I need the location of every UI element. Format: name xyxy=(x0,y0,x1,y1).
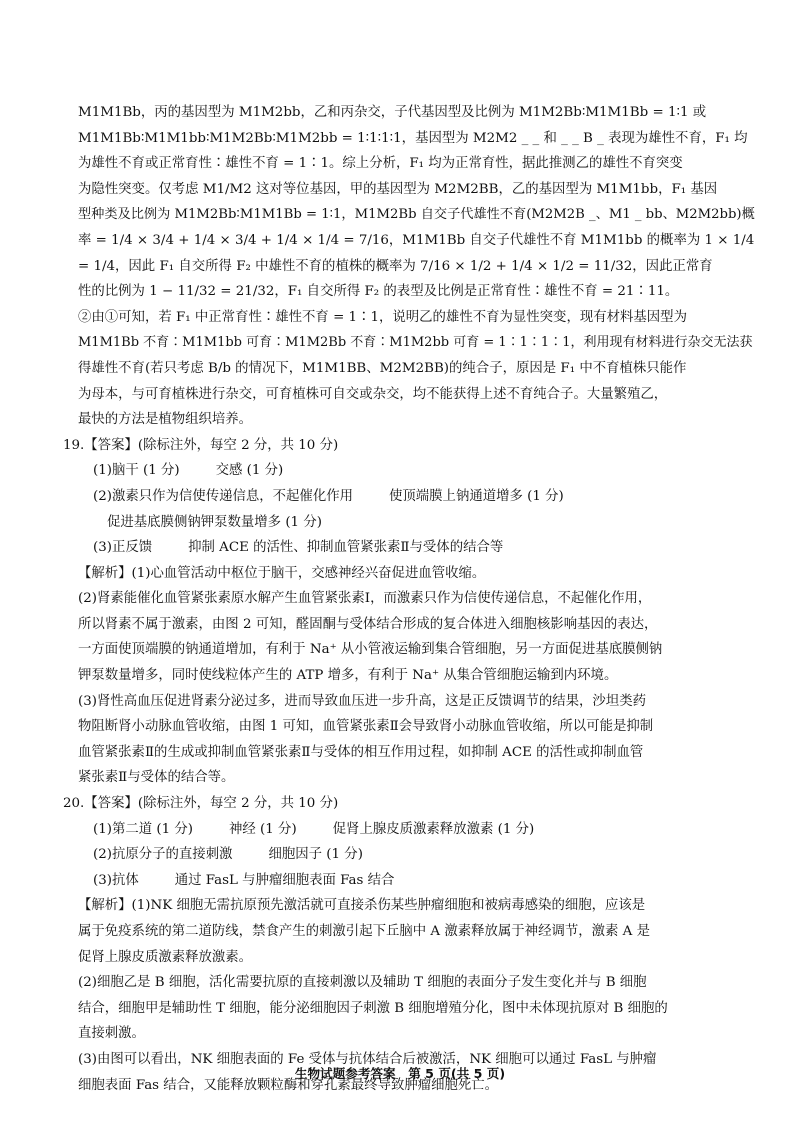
q19-explanation-line: 【解析】(1)心血管活动中枢位于脑干，交感神经兴奋促进血管收缩。 xyxy=(78,565,486,581)
text-line: 为雄性不育或正常育性∶雄性不育 = 1∶1。综上分析，F₁ 均为正常育性，据此推测乙的雄性不育突变 xyxy=(78,156,683,172)
text-line: M1M1Bb∶M1M1bb∶M1M2Bb∶M1M2bb = 1∶1∶1∶1，基因型为 M2M2 _ _ 和 _ _ B _ 表现为雄性不育，F₁ 均 xyxy=(78,130,748,146)
text-line: 为母本，与可育植株进行杂交，可育植株可自交或杂交，均不能获得上述不育纯合子。大量繁殖乙， xyxy=(78,386,668,402)
text-line: 率 = 1/4 × 3/4 + 1/4 × 3/4 + 1/4 × 1/4 = 7/16，M1M1Bb 自交子代雄性不育 M1M1bb 的概率为 1 × 1/4 xyxy=(78,232,755,248)
q19-explanation-line: 一方面使顶端膜的钠通道增加，有利于 Na⁺ 从小管液运输到集合管细胞，另一方面促进基底膜侧钠 xyxy=(78,642,663,658)
text-line: 性的比例为 1 − 11/32 = 21/32，F₁ 自交所得 F₂ 的表型及比例是正常育性∶雄性不育 = 21∶11。 xyxy=(78,284,679,300)
q19-explanation-line: 钾泵数量增多，同时使线粒体产生的 ATP 增多，有利于 Na⁺ 从集合管细胞运输到内环境。 xyxy=(78,668,618,684)
q20-explanation-line: 【解析】(1)NK 细胞无需抗原预先激活就可直接杀伤某些肿瘤细胞和被病毒感染的细胞，应该是 xyxy=(78,898,646,914)
q20-answer-1b: 神经 (1 分) xyxy=(229,821,297,837)
q19-heading: 19.【答案】(除标注外，每空 2 分，共 10 分) xyxy=(63,437,339,453)
page-footer: 生物试题参考答案 第 5 页(共 5 页) xyxy=(294,1066,506,1081)
q19-answer-2c: 促进基底膜侧钠钾泵数量增多 (1 分) xyxy=(107,514,322,530)
text-line: M1M1Bb，丙的基因型为 M1M2bb，乙和丙杂交，子代基因型及比例为 M1M2Bb∶M1M1Bb = 1∶1 或 xyxy=(78,105,707,120)
q20-answer-1c: 促肾上腺皮质激素释放激素 (1 分) xyxy=(332,821,535,837)
q19-block xyxy=(63,433,756,791)
q20-explanation-line: (3)由图可以看出，NK 细胞表面的 Fe 受体与抗体结合后被激活，NK 细胞可以通过 FasL 与肿瘤 xyxy=(78,1051,657,1067)
q20-explanation-line: 属于免疫系统的第二道防线，禁食产生的刺激引起下丘脑中 A 激素释放属于神经调节，激素 A 是 xyxy=(78,924,650,939)
q20-answer-3b: 通过 FasL 与肿瘤细胞表面 Fas 结合 xyxy=(174,872,395,888)
q19-explanation-line: 物阻断肾小动脉血管收缩，由图 1 可知，血管紧张素Ⅱ会导致肾小动脉血管收缩，所以可能是抑制 xyxy=(78,719,654,735)
q19-answer-3a: (3)正反馈 xyxy=(93,540,153,556)
text-line: = 1/4，因此 F₁ 自交所得 F₂ 中雄性不育的植株的概率为 7/16 × 1/2 + 1/4 × 1/2 = 11/32，因此正常育 xyxy=(78,258,713,274)
q19-explanation-line: 紧张素Ⅱ与受体的结合等。 xyxy=(78,770,235,786)
q20-explanation-line: 促肾上腺皮质激素释放激素。 xyxy=(78,949,253,965)
q19-answer-3b: 抑制 ACE 的活性、抑制血管紧张素Ⅱ与受体的结合等 xyxy=(188,540,504,556)
q20-explanation-line: (2)细胞乙是 B 细胞，活化需要抗原的直接刺激以及辅助 T 细胞的表面分子发生变化并与 B 细胞 xyxy=(78,975,647,991)
text-line: 为隐性突变。仅考虑 M1/M2 这对等位基因，甲的基因型为 M2M2BB，乙的基因型为 M1M1bb，F₁ 基因 xyxy=(78,181,718,197)
q19-explanation-line: 所以肾素不属于激素，由图 2 可知，醛固酮与受体结合形成的复合体进入细胞核影响基因的表达， xyxy=(78,616,658,632)
q19-answer-1b: 交感 (1 分) xyxy=(215,463,284,479)
q20-explanation-line: 结合，细胞甲是辅助性 T 细胞，能分泌细胞因子刺激 B 细胞增殖分化，图中未体现抗原对 B 细胞的 xyxy=(78,1000,668,1016)
q20-block xyxy=(63,791,756,1098)
q19-explanation-line: (3)肾性高血压促进肾素分泌过多，进而导致血压进一步升高，这是正反馈调节的结果，沙坦类药 xyxy=(78,693,646,709)
q18-continuation xyxy=(78,100,756,433)
q19-answer-2a: (2)激素只作为信使传递信息，不起催化作用 xyxy=(93,488,353,504)
q19-answer-2b: 使顶端膜上钠通道增多 (1 分) xyxy=(389,488,564,504)
q19-explanation-line: 血管紧张素Ⅱ的生成或抑制血管紧张素Ⅱ与受体的相互作用过程，如抑制 ACE 的活性或抑制血管 xyxy=(78,744,644,760)
q20-explanation-line: 细胞表面 Fas 结合，又能释放颗粒酶和穿孔素最终导致肿瘤细胞死亡。 xyxy=(78,1077,499,1093)
text-line: ②由①可知，若 F₁ 中正常育性∶雄性不育 = 1∶1，说明乙的雄性不育为显性突变，现有材料基因型为 xyxy=(78,309,687,325)
q20-answer-3a: (3)抗体 xyxy=(93,872,139,888)
text-line: 型种类及比例为 M1M2Bb∶M1M1Bb = 1∶1，M1M2Bb 自交子代雄性不育(M2M2B _、M1 _ bb、M2M2bb)概 xyxy=(78,207,755,223)
text-line: 最快的方法是植物组织培养。 xyxy=(78,412,253,428)
q20-heading: 20.【答案】(除标注外，每空 2 分，共 10 分) xyxy=(63,796,339,812)
answer-page xyxy=(63,100,756,1098)
q20-explanation-line: 直接刺激。 xyxy=(78,1026,145,1042)
q20-answer-1a: (1)第二道 (1 分) xyxy=(93,821,194,837)
text-line: 得雄性不育(若只考虑 B/b 的情况下，M1M1BB、M2M2BB)的纯合子，原因是 F₁ 中不育植株只能作 xyxy=(78,360,687,376)
q20-answer-2a: (2)抗原分子的直接刺激 xyxy=(93,847,233,863)
text-line: M1M1Bb 不育∶M1M1bb 可育∶M1M2Bb 不育∶M1M2bb 可育 = 1∶1∶1∶1，利用现有材料进行杂交无法获 xyxy=(78,335,753,351)
q19-explanation-line: (2)肾素能催化血管紧张素原水解产生血管紧张素Ⅰ，而激素只作为信使传递信息，不起催化作用， xyxy=(78,591,652,607)
q20-answer-2b: 细胞因子 (1 分) xyxy=(268,847,363,863)
q19-answer-1a: (1)脑干 (1 分) xyxy=(93,463,180,479)
